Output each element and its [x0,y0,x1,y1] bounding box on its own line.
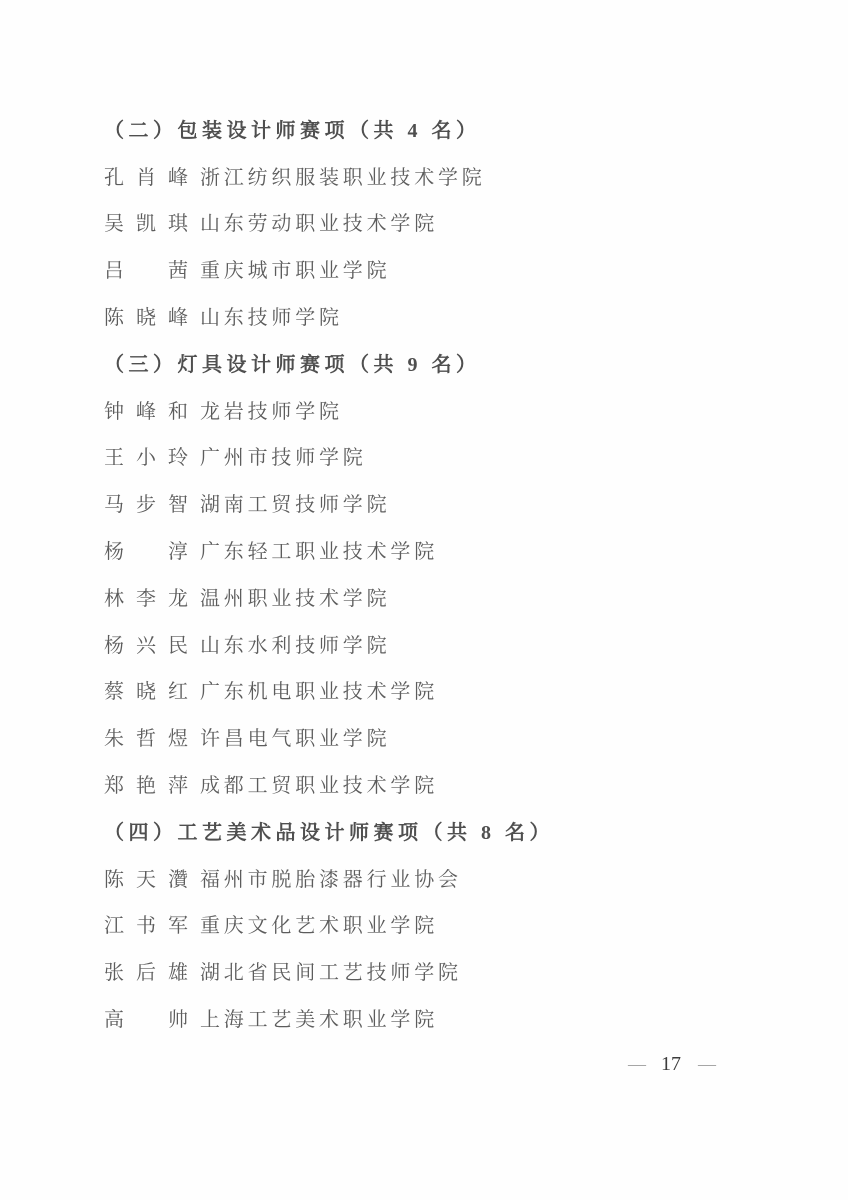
entry-name: 张后雄 [104,962,188,985]
entry-row [0,433,848,480]
section-heading-row [0,339,848,386]
entry-institution: 广东轻工职业技术学院 [200,541,438,564]
footer-dash-left: — [628,1053,644,1074]
page-footer [0,1041,848,1088]
entry-row [0,245,848,292]
entry-institution: 成都工贸职业技术学院 [200,775,438,798]
entry-row [0,854,848,901]
footer-dash-right: — [698,1053,714,1074]
entry-name: 郑艳萍 [104,775,188,798]
entry-name: 吕 茜 [104,260,188,283]
entry-institution: 温州职业技术学院 [200,587,391,610]
entry-row [0,152,848,199]
entry-name: 孔肖峰 [104,166,188,189]
entry-name: 杨兴民 [104,634,188,657]
entry-row [0,901,848,948]
entry-name: 朱哲煜 [104,728,188,751]
entry-row [0,526,848,573]
entry-name: 钟峰和 [104,400,188,423]
page-number: 17 [661,1052,681,1075]
entry-row [0,947,848,994]
entry-row [0,760,848,807]
entry-row [0,479,848,526]
entry-institution: 广州市技师学院 [200,447,367,470]
entry-institution: 山东技师学院 [200,307,343,330]
entry-row [0,713,848,760]
section-heading: （三）灯具设计师赛项（共 9 名） [104,353,481,376]
entry-institution: 龙岩技师学院 [200,400,343,423]
entry-row [0,573,848,620]
entry-name: 林李龙 [104,587,188,610]
entry-institution: 山东劳动职业技术学院 [200,213,438,236]
entry-institution: 上海工艺美术职业学院 [200,1009,438,1032]
entry-institution: 重庆城市职业学院 [200,260,391,283]
section-heading-row [0,105,848,152]
entry-institution: 重庆文化艺术职业学院 [200,915,438,938]
entry-name: 杨 淳 [104,541,188,564]
entry-name: 马步智 [104,494,188,517]
entry-row [0,620,848,667]
entry-row [0,199,848,246]
entry-institution: 湖北省民间工艺技师学院 [200,962,462,985]
entry-institution: 许昌电气职业学院 [200,728,391,751]
entry-name: 王小玲 [104,447,188,470]
section-heading: （四）工艺美术品设计师赛项（共 8 名） [104,821,554,844]
entry-institution: 山东水利技师学院 [200,634,391,657]
entry-name: 陈天灒 [104,868,188,891]
entry-institution: 湖南工贸技师学院 [200,494,391,517]
entry-name: 陈晓峰 [104,307,188,330]
entry-row [0,292,848,339]
entry-institution: 浙江纺织服装职业技术学院 [200,166,486,189]
entry-institution: 广东机电职业技术学院 [200,681,438,704]
entry-row [0,994,848,1041]
entry-name: 江书军 [104,915,188,938]
entry-name: 高 帅 [104,1009,188,1032]
entry-row [0,386,848,433]
section-heading-row [0,807,848,854]
entry-name: 吴凯琪 [104,213,188,236]
entry-row [0,667,848,714]
entry-institution: 福州市脱胎漆器行业协会 [200,868,462,891]
section-heading: （二）包装设计师赛项（共 4 名） [104,119,481,142]
entry-name: 蔡晓红 [104,681,188,704]
